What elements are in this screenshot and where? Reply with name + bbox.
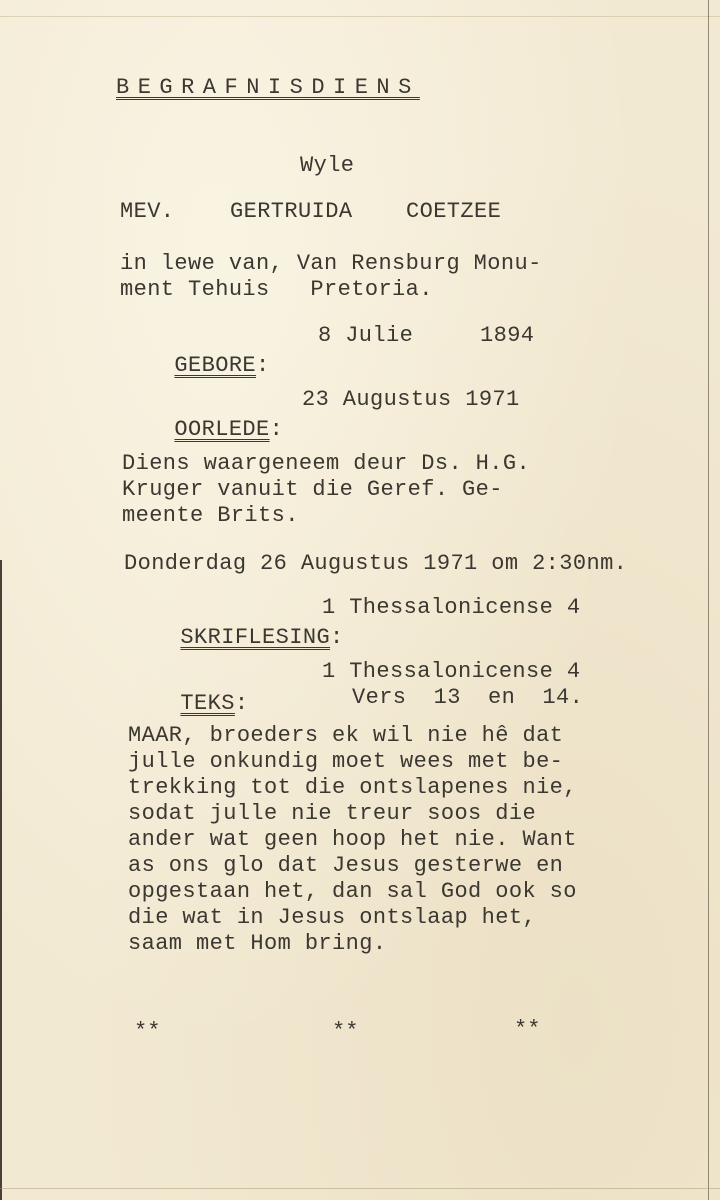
verse-line: as ons glo dat Jesus gesterwe en: [128, 853, 564, 878]
verse-line: sodat julle nie treur soos die: [128, 801, 537, 826]
died-colon: :: [269, 417, 284, 442]
born-day-month: 8 Julie: [318, 323, 414, 348]
scripture-colon: :: [330, 625, 344, 650]
preamble-text: Wyle: [300, 153, 355, 178]
residence-line-1: in lewe van, Van Rensburg Monu-: [120, 251, 542, 276]
service-datetime: Donderdag 26 Augustus 1971 om 2:30nm.: [124, 551, 628, 576]
verse-line: die wat in Jesus ontslaap het,: [128, 905, 537, 930]
top-fold-line: [0, 16, 720, 17]
text-verses: Vers 13 en 14.: [352, 685, 584, 710]
verse-line: MAAR, broeders ek wil nie hê dat: [128, 723, 564, 748]
separator-asterisks: **: [514, 1017, 541, 1042]
verse-line: opgestaan het, dan sal God ook so: [128, 879, 577, 904]
separator-asterisks: **: [332, 1019, 359, 1044]
verse-line: saam met Hom bring.: [128, 931, 387, 956]
scripture-label: SKRIFLESING: [180, 625, 331, 650]
separator-asterisks: **: [134, 1019, 161, 1044]
document-title: BEGRAFNISDIENS: [116, 75, 420, 100]
right-page-edge: [708, 0, 709, 1200]
scripture-reference: 1 Thessalonicense 4: [322, 595, 581, 620]
text-reference: 1 Thessalonicense 4: [322, 659, 581, 684]
first-name: GERTRUIDA: [230, 199, 353, 224]
residence-line-2: ment Tehuis Pretoria.: [120, 277, 433, 302]
born-year: 1894: [480, 323, 535, 348]
born-label: GEBORE: [174, 353, 257, 378]
verse-line: julle onkundig moet wees met be-: [128, 749, 564, 774]
born-colon: :: [256, 353, 270, 378]
text-label: TEKS: [180, 691, 235, 716]
name-prefix: MEV.: [120, 199, 175, 224]
bottom-fold-line: [0, 1188, 720, 1189]
text-colon: :: [234, 691, 249, 716]
officiant-line-2: Kruger vanuit die Geref. Ge-: [122, 477, 503, 502]
died-date: 23 Augustus 1971: [302, 387, 520, 412]
verse-line: trekking tot die ontslapenes nie,: [128, 775, 577, 800]
left-page-edge: [0, 560, 2, 1200]
died-label: OORLEDE: [174, 417, 270, 442]
verse-line: ander wat geen hoop het nie. Want: [128, 827, 577, 852]
officiant-line-1: Diens waargeneem deur Ds. H.G.: [122, 451, 531, 476]
officiant-line-3: meente Brits.: [122, 503, 299, 528]
surname: COETZEE: [406, 199, 502, 224]
